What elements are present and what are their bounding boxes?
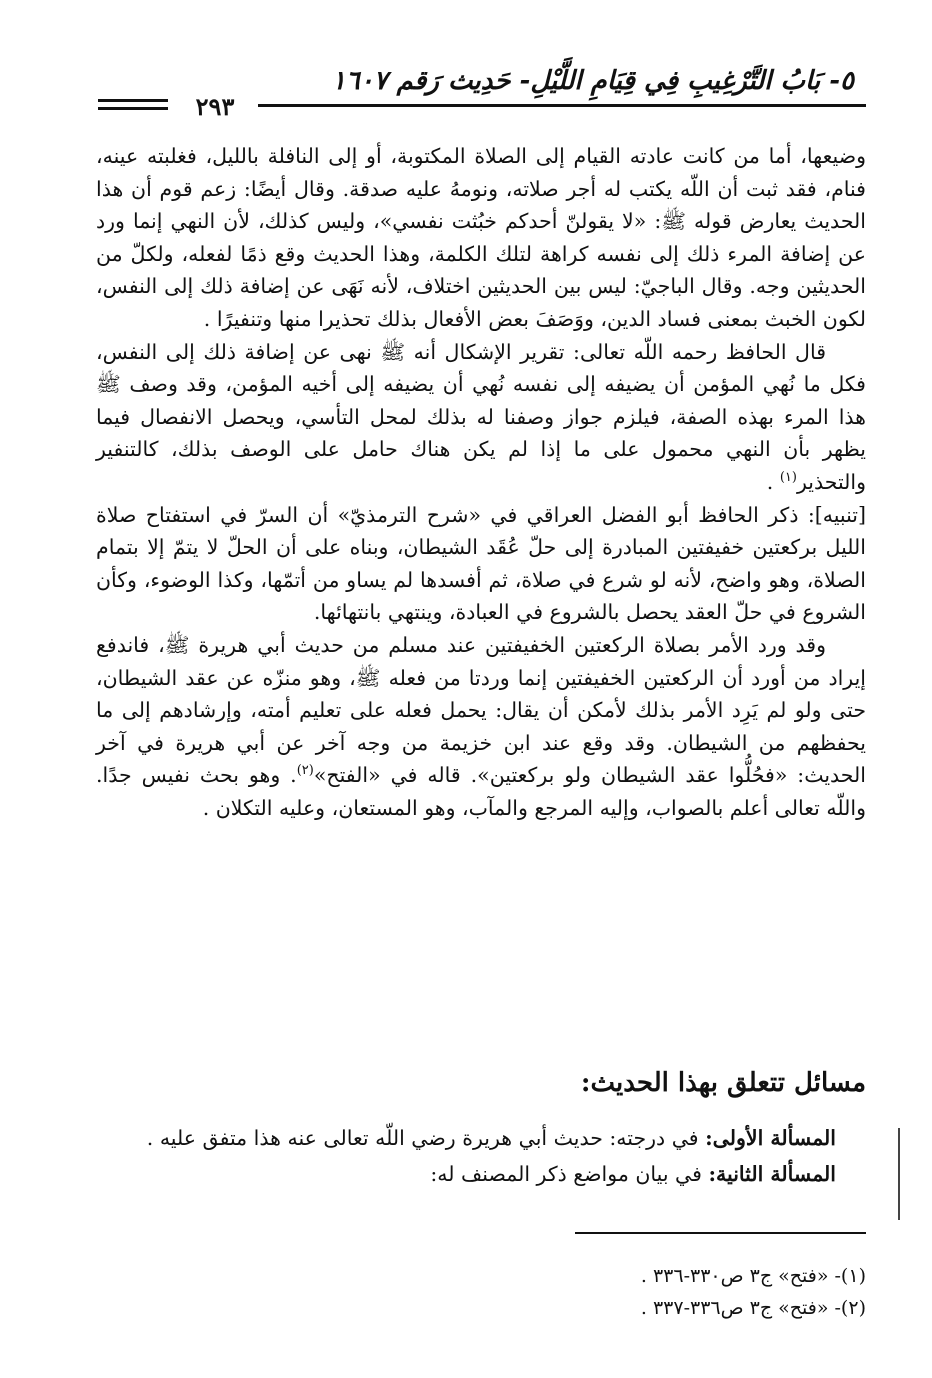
header-rule-short-bottom xyxy=(98,107,168,110)
footnote: (٢)- «فتح» ج٣ ص٣٣٦-٣٣٧ . xyxy=(640,1297,866,1319)
page-number: ٢٩٣ xyxy=(195,92,235,121)
issue-text: في بيان مواضع ذكر المصنف له: xyxy=(430,1162,709,1186)
paragraph-text: . وهو بحث نفيس جدًا. واللّه تعالى أعلم بالصواب، وإليه المرجع والمآب، وهو المستعان، وعليه التكلان . xyxy=(96,763,866,820)
section-heading: مسائل تتعلق بهذا الحديث: xyxy=(580,1068,866,1098)
paragraph-end: . xyxy=(766,469,780,494)
main-text xyxy=(96,140,866,824)
footnote-ref: (١) xyxy=(779,470,797,486)
footnote-separator xyxy=(575,1232,866,1234)
paragraph xyxy=(96,629,866,825)
footnote-ref: (٢) xyxy=(296,763,314,779)
issue-text: في درجته: حديث أبي هريرة رضي اللّه تعالى عنه هذا متفق عليه . xyxy=(146,1126,706,1150)
footnote: (١)- «فتح» ج٣ ص٣٣٠-٣٣٦ . xyxy=(640,1265,866,1287)
paragraph: وضيعها، أما من كانت عادته القيام إلى الصلاة المكتوبة، أو إلى النافلة بالليل، فغلبته عينه، فنام، فقد ثبت أن اللّه يكتب له أجر صلاته، ونومهُ عليه صدقة. وقال أيضًا: زعم قوم أن هذا الحديث يعارض قوله ﷺ: «لا يقولنّ أحدكم خبُثت نفسي»، وليس كذلك، لأن النهي إنما ورد عن إضافة المرء ذلك إلى نفسه كراهة لتلك الكلمة، وهذا الحديث وقع ذمًا لفعله، ولكلّ من الحديثين وجه. وقال الباجيّ: ليس بين الحديثين اختلاف، لأنه نَهَى عن إضافة ذلك إلى النفس، لكون الخبث بمعنى فساد الدين، ووَصَفَ بعض الأفعال بذلك تحذيرا منها وتنفيرًا . xyxy=(96,144,866,331)
footnotes xyxy=(500,1260,866,1324)
paragraph-text: وقد ورد الأمر بصلاة الركعتين الخفيفتين عند مسلم من حديث أبي هريرة ﷺ، فاندفع إيراد من أورد أن الركعتين الخفيفتين إنما وردتا من فعله ﷺ، وهو منزّه عن عقد الشيطان، حتى ولو لم يَرِد الأمر بذلك لأمكن أن يقال: يحمل فعله على تعليم أمته، وإرشادهم إلى ما يحفظهم من الشيطان. وقد وقع عند ابن خزيمة من وجه آخر عن أبي هريرة في آخر الحديث: «فحُلُّوا عقد الشيطان ولو بركعتين». قاله في «الفتح» xyxy=(96,632,866,788)
issue-label: المسألة الأولى: xyxy=(705,1126,836,1150)
issue-item xyxy=(96,1120,836,1156)
margin-line xyxy=(898,1128,900,1220)
paragraph: [تنبيه]: ذكر الحافظ أبو الفضل العراقي في «شرح الترمذيّ» أن السرّ في استفتاح صلاة الليل بركعتين خفيفتين المبادرة إلى حلّ عُقَد الشيطان، وبناه على أن الحلّ لا يتمّ إلا بتمام الصلاة، وهو واضح، لأنه لو شرع في صلاة، ثم أفسدها لم يساو من أتمّها، وكذا الوضوء، وكأن الشروع في حلّ العقد يحصل بالشروع في العبادة، وينتهي بانتهائها. xyxy=(96,502,866,625)
paragraph-text: قال الحافظ رحمه اللّه تعالى: تقرير الإشكال أنه ﷺ نهى عن إضافة ذلك إلى النفس، فكل ما نُهي المؤمن أن يضيفه إلى نفسه نُهي أن يضيفه إلى أخيه المؤمن، وقد وصف ﷺ هذا المرء بهذه الصفة، فيلزم جواز وصفنا له بذلك لمحل التأسي، ويحصل الانفصال فيما يظهر بأن النهي محمول على ما إذا لم يكن هناك حامل على الوصف بذلك، كالتنفير والتحذير xyxy=(96,339,866,494)
header-rule-short-top xyxy=(98,99,168,102)
paragraph xyxy=(96,336,866,499)
running-header-title: ٥- بَابُ التَّرْغِيبِ فِي قِيَامِ اللَّيْلِ- حَدِيث رَقم ١٦٠٧ xyxy=(331,66,854,96)
issues-list xyxy=(96,1120,836,1192)
issue-item xyxy=(96,1156,836,1192)
issue-label: المسألة الثانية: xyxy=(708,1162,836,1186)
header-rule xyxy=(258,104,866,107)
